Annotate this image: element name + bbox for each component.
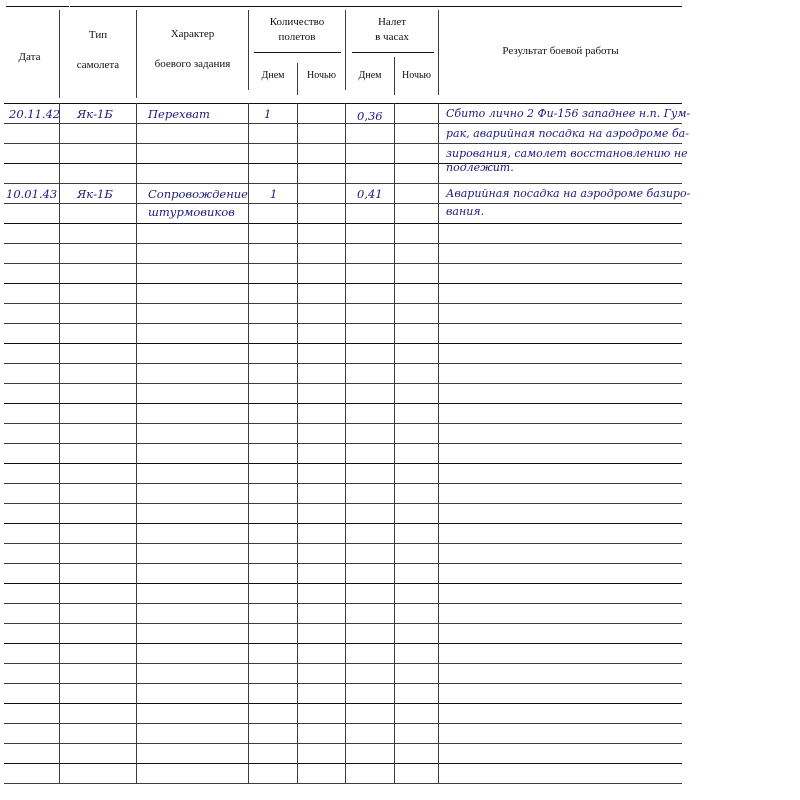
row-rule	[4, 283, 682, 284]
row-rule	[4, 423, 682, 424]
column-rule	[438, 103, 439, 783]
header-flights-day: Днем	[261, 70, 285, 81]
entry-aircraft: Як-1Б	[77, 107, 113, 121]
column-rule	[59, 103, 60, 783]
row-rule	[4, 303, 682, 304]
row-rule	[4, 223, 682, 224]
row-rule	[4, 583, 682, 584]
entry-result-line: зирования, самолет восстановлению не	[446, 147, 688, 160]
header-hours-line2: в часах	[375, 31, 409, 43]
row-rule	[4, 763, 682, 764]
row-rule	[4, 603, 682, 604]
row-rule	[4, 563, 682, 564]
column-rule	[136, 103, 137, 783]
entry-date: 20.11.42	[9, 107, 61, 121]
entry-flights-day: 1	[264, 107, 272, 121]
entry-mission: Сопровождение	[148, 187, 248, 201]
top-border	[70, 6, 682, 7]
column-rule	[345, 103, 346, 783]
row-rule	[4, 643, 682, 644]
row-rule	[4, 683, 682, 684]
row-rule	[4, 363, 682, 364]
entry-mission: Перехват	[148, 107, 210, 121]
row-rule	[4, 523, 682, 524]
entry-hours-day: 0,36	[357, 109, 383, 123]
row-rule	[4, 743, 682, 744]
row-rule	[4, 403, 682, 404]
entry-aircraft: Як-1Б	[77, 187, 113, 201]
header-flights-line2: полетов	[278, 31, 316, 43]
row-rule	[4, 543, 682, 544]
row-rule	[4, 343, 682, 344]
row-rule	[4, 503, 682, 504]
col-divider	[59, 10, 60, 98]
row-rule	[4, 623, 682, 624]
entry-result-line: подлежит.	[446, 161, 514, 174]
header-flights-line1: Количество	[269, 16, 325, 28]
header-hours-day: Днем	[358, 70, 382, 81]
subheader-line-flights	[254, 52, 341, 53]
row-rule	[4, 723, 682, 724]
entry-result-line: Аварийная посадка на аэродроме базиро-	[446, 187, 691, 200]
row-rule	[4, 443, 682, 444]
header-mission-line2: боевого задания	[154, 58, 231, 70]
column-rule	[394, 103, 395, 783]
entry-date: 10.01.43	[6, 187, 58, 201]
column-rule	[297, 103, 298, 783]
entry-result-line: Сбито лично 2 Фи-156 западнее н.п. Гум-	[446, 107, 691, 120]
row-rule	[4, 383, 682, 384]
entry-mission: штурмовиков	[148, 205, 235, 219]
row-rule	[4, 463, 682, 464]
header-mission-line1: Характер	[170, 28, 215, 40]
subheader-line-hours	[352, 52, 434, 53]
header-flights-night: Ночью	[306, 70, 337, 81]
row-rule	[4, 783, 682, 784]
entry-hours-day: 0,41	[357, 187, 383, 201]
entry-result-line: вания.	[446, 205, 485, 218]
column-rule	[248, 103, 249, 783]
row-rule	[4, 263, 682, 264]
header-hours-line1: Налет	[377, 16, 407, 28]
header-aircraft-type-line1: Тип	[88, 29, 108, 41]
col-divider	[136, 10, 137, 98]
header-hours-night: Ночью	[401, 70, 432, 81]
row-rule	[4, 323, 682, 324]
row-rule	[4, 663, 682, 664]
entry-result-line: рак, аварийная посадка на аэродроме ба-	[446, 127, 689, 140]
header-date: Дата	[18, 51, 41, 63]
top-border-left	[6, 6, 69, 7]
header-aircraft-type-line2: самолета	[76, 59, 120, 71]
row-rule	[4, 703, 682, 704]
row-rule	[4, 243, 682, 244]
entry-flights-day: 1	[270, 187, 278, 201]
header-result: Результат боевой работы	[502, 45, 619, 57]
row-rule	[4, 483, 682, 484]
